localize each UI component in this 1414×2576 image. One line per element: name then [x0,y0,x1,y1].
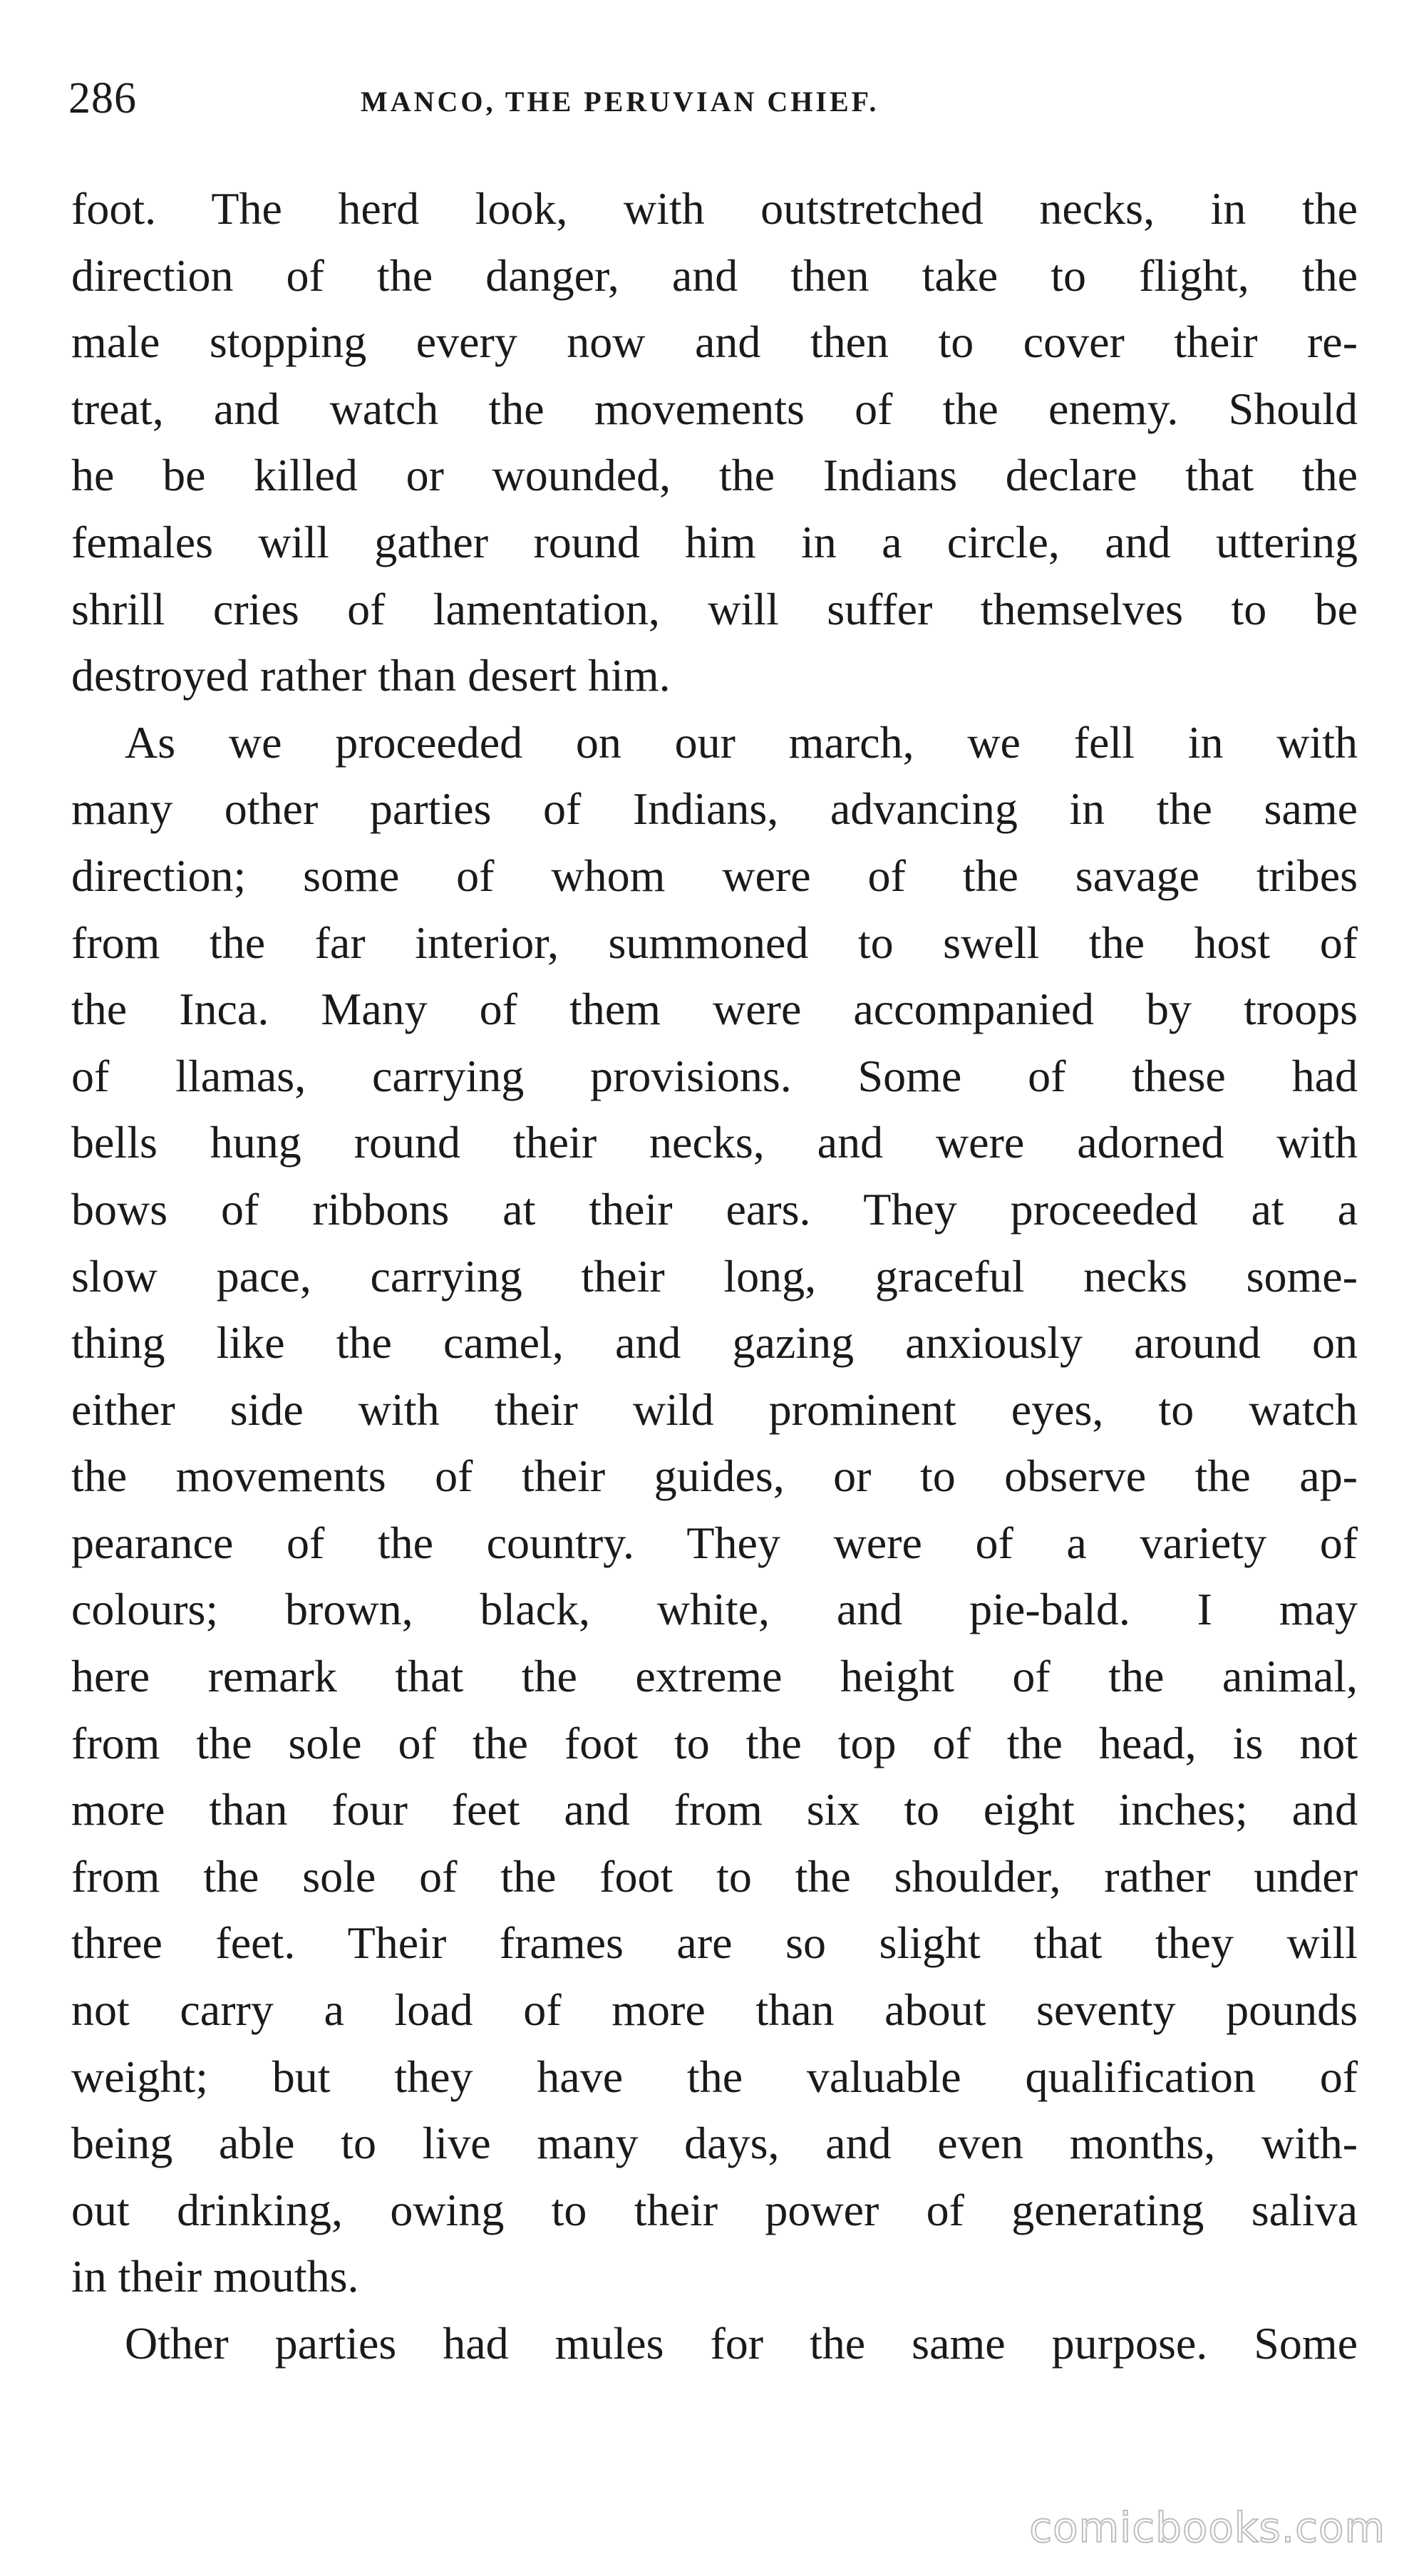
running-head [68,70,1362,127]
text-line: bells hung round their necks, and were adorned with [71,1117,1358,1168]
text-line: colours; brown, black, white, and pie-bald. I may [71,1584,1358,1635]
text-line: male stopping every now and then to cover their re- [71,316,1358,368]
page-number: 286 [68,74,137,123]
text-line: being able to live many days, and even months, with- [71,2118,1358,2169]
text-line: from the sole of the foot to the top of the head, is not [71,1717,1358,1768]
text-line: shrill cries of lamentation, will suffer themselves to be [71,583,1358,634]
text-line: three feet. Their frames are so slight that they will [71,1917,1358,1969]
body-text [71,175,1358,2377]
text-line: slow pace, carrying their long, graceful necks some- [71,1250,1358,1302]
paragraph [71,709,1358,2310]
text-line: Other parties had mules for the same purpose. Some [125,2318,1358,2369]
text-line: direction of the danger, and then take to flight, the [71,249,1358,301]
text-line: more than four feet and from six to eight inches; and [71,1784,1358,1835]
text-line: here remark that the extreme height of the animal, [71,1651,1358,1702]
paragraph [71,175,1358,709]
text-line: of llamas, carrying provisions. Some of these had [71,1050,1358,1101]
text-line: weight; but they have the valuable qualification of [71,2051,1358,2102]
text-line: in their mouths. [71,2251,359,2302]
text-line: the movements of their guides, or to observe the ap- [71,1451,1358,1502]
text-line: out drinking, owing to their power of generating saliva [71,2184,1358,2235]
text-line: from the far interior, summoned to swell the host of [71,917,1358,968]
text-line: As we proceeded on our march, we fell in with [125,716,1358,768]
watermark: comicbooks.com [1029,2503,1385,2552]
text-line: either side with their wild prominent eyes, to watch [71,1384,1358,1435]
text-line: treat, and watch the movements of the enemy. Should [71,383,1358,434]
text-line: he be killed or wounded, the Indians declare that the [71,450,1358,501]
text-line: pearance of the country. They were of a variety of [71,1517,1358,1568]
text-line: foot. The herd look, with outstretched necks, in the [71,183,1358,234]
text-line: many other parties of Indians, advancing in the same [71,783,1358,835]
running-title: MANCO, THE PERUVIAN CHIEF. [361,86,879,118]
text-line: thing like the camel, and gazing anxiously around on [71,1317,1358,1369]
text-line: not carry a load of more than about seventy pounds [71,1984,1358,2036]
paragraph [71,2310,1358,2377]
text-line: direction; some of whom were of the savage tribes [71,850,1358,901]
text-line: from the sole of the foot to the shoulder, rather under [71,1850,1358,1902]
text-line: bows of ribbons at their ears. They proceeded at a [71,1183,1358,1235]
text-line: the Inca. Many of them were accompanied by troops [71,984,1358,1035]
text-line: females will gather round him in a circle, and uttering [71,516,1358,567]
text-line: destroyed rather than desert him. [71,650,671,701]
